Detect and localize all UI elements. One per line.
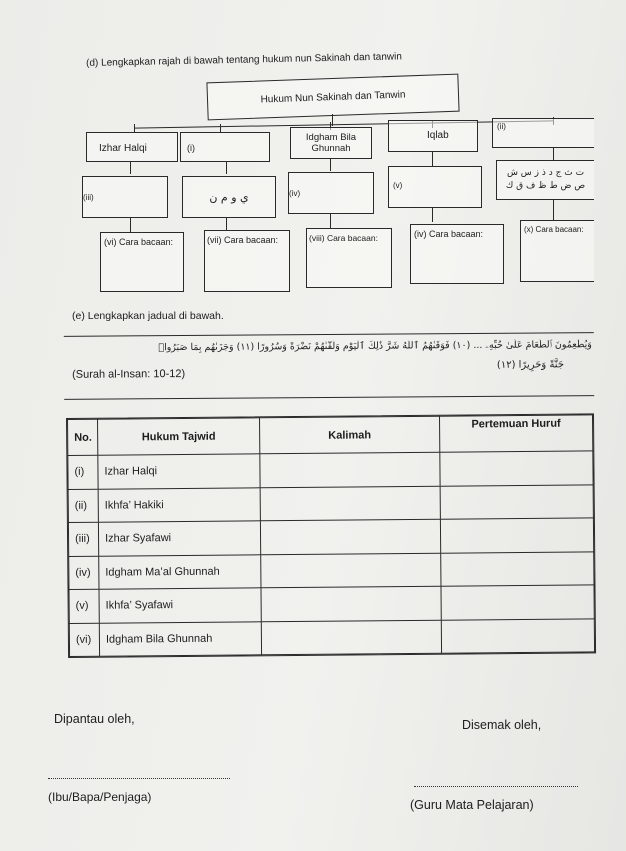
header-no: No.	[68, 419, 98, 455]
cell-pertemuan-huruf[interactable]	[441, 551, 594, 586]
row-number: (i)	[68, 455, 98, 489]
row-number: (iii)	[68, 522, 98, 556]
header-kalimah: Kalimah	[260, 416, 440, 454]
l2-box-iii[interactable]	[82, 176, 168, 218]
cell-kalimah[interactable]	[260, 486, 440, 521]
footer-right-label: Disemak oleh,	[462, 718, 542, 732]
row-hukum: Ikhfa’ Syafawi	[99, 588, 261, 623]
table-row	[69, 585, 594, 623]
row-hukum: Ikhfa’ Hakiki	[98, 487, 260, 522]
row-hukum: Izhar Syafawi	[98, 521, 260, 556]
connector-l2-1	[130, 162, 131, 174]
l3-label-ix: (iv) Cara bacaan:	[414, 229, 484, 239]
l2-label-huruf-ikhfa: ت ث ج د ذ ز س ش ص ض ط ظ ف ق ك	[505, 168, 586, 191]
cell-pertemuan-huruf[interactable]	[440, 451, 593, 486]
l3-box-viii[interactable]	[306, 228, 392, 288]
table-header-row	[68, 415, 593, 456]
header-pertemuan-huruf: Pertemuan Huruf	[439, 415, 592, 452]
connector-l3-1	[130, 218, 131, 232]
cell-kalimah[interactable]	[261, 553, 441, 588]
ayat-text: وَيُطْعِمُونَ ٱلطَّعَامَ عَلَىٰ حُبِّهِۦ ... (١٠) فَوَقَىٰهُمُ ٱللَّهُ شَرَّ ذَٰلِكَ ٱلْيَوْمِ وَلَقَّىٰهُمْ نَضْرَةً وَسُرُورًا (١١) وَجَزَىٰهُم بِمَا صَبَرُوا۟	[158, 339, 592, 354]
surah-reference: (Surah al-Insan: 10-12)	[72, 368, 186, 381]
l1-box-iqlab	[388, 120, 478, 152]
table-row	[69, 551, 594, 589]
footer-left-role: (Ibu/Bapa/Penjaga)	[48, 790, 152, 804]
table-row	[68, 451, 593, 489]
l1-box-idgham-bila-ghunnah	[290, 127, 372, 159]
row-number: (vi)	[69, 623, 99, 657]
l3-label-x: (x) Cara bacaan:	[524, 225, 584, 234]
ayat-box	[64, 332, 594, 400]
cell-kalimah[interactable]	[261, 620, 441, 655]
cell-kalimah[interactable]	[261, 586, 441, 621]
section-d-instruction: (d) Lengkapkan rajah di bawah tentang hukum nun Sakinah dan tanwin	[86, 51, 402, 69]
cell-pertemuan-huruf[interactable]	[440, 484, 593, 519]
l3-label-vi: (vi) Cara bacaan:	[104, 237, 174, 247]
cell-kalimah[interactable]	[260, 519, 440, 554]
table-row	[69, 618, 594, 656]
connector-l3-3	[330, 214, 331, 228]
l1-label-idgham-bila-ghunnah: Idgham Bila Ghunnah	[305, 132, 357, 154]
l2-label-iv: (iv)	[289, 189, 301, 198]
connector-l2-2	[226, 162, 227, 174]
l1-label-iqlab: Iqlab	[427, 130, 449, 141]
signature-line-right[interactable]	[414, 786, 578, 787]
l1-label-i: (i)	[187, 143, 195, 153]
l2-box-huruf-ikhfa	[496, 160, 594, 200]
row-hukum: Idgham Ma’al Ghunnah	[99, 554, 261, 589]
row-hukum: Idgham Bila Ghunnah	[99, 621, 261, 656]
signature-line-left[interactable]	[48, 778, 230, 779]
cell-pertemuan-huruf[interactable]	[441, 618, 594, 653]
l2-label-iii: (iii)	[83, 193, 94, 202]
cell-pertemuan-huruf[interactable]	[440, 518, 593, 553]
l3-box-ix[interactable]	[410, 224, 504, 284]
header-hukum-tajwid: Hukum Tajwid	[98, 418, 260, 455]
footer-right-role: (Guru Mata Pelajaran)	[410, 798, 534, 812]
connector-l3-4	[432, 208, 433, 222]
connector-l3-2	[226, 218, 227, 230]
connector-l2-4	[432, 152, 433, 166]
l2-box-v[interactable]	[388, 166, 482, 208]
connector-l2-5	[553, 148, 554, 160]
l3-label-vii: (vii) Cara bacaan:	[207, 235, 279, 245]
l1-label-ii: (ii)	[497, 122, 506, 131]
cell-pertemuan-huruf[interactable]	[441, 585, 594, 620]
table-row	[68, 484, 593, 522]
l3-box-vii[interactable]	[204, 230, 290, 292]
l2-label-v: (v)	[393, 181, 403, 190]
connector-l2-3	[330, 159, 331, 171]
row-hukum: Izhar Halqi	[98, 454, 260, 489]
l2-label-huruf-idgham: ي و م ن	[209, 191, 249, 204]
l2-box-huruf-idgham	[182, 176, 276, 218]
l3-box-vi[interactable]	[100, 232, 184, 292]
l2-box-iv[interactable]	[288, 172, 374, 214]
l1-box-i[interactable]	[180, 132, 270, 162]
row-number: (v)	[69, 589, 99, 623]
connector-l3-5	[553, 200, 554, 220]
l1-label-izhar-halqi: Izhar Halqi	[99, 143, 147, 154]
section-e-instruction: (e) Lengkapkan jadual di bawah.	[72, 310, 224, 322]
l3-box-x[interactable]	[520, 220, 594, 282]
cell-kalimah[interactable]	[260, 452, 440, 487]
ayat-text-end: جَنَّةً وَحَرِيرًا (١٢)	[496, 359, 565, 371]
footer-left-label: Dipantau oleh,	[54, 712, 135, 726]
l1-box-izhar-halqi	[86, 132, 178, 162]
l1-box-ii[interactable]	[492, 118, 594, 148]
row-number: (ii)	[68, 489, 98, 523]
connector-l1-2	[220, 124, 221, 132]
diagram-root-label: Hukum Nun Sakinah dan Tanwin	[260, 89, 406, 106]
connector-l1-1	[134, 124, 135, 132]
table-row	[68, 518, 593, 556]
tajwid-table	[66, 413, 596, 658]
l3-label-viii: (viii) Cara bacaan:	[309, 233, 378, 243]
row-number: (iv)	[69, 556, 99, 590]
